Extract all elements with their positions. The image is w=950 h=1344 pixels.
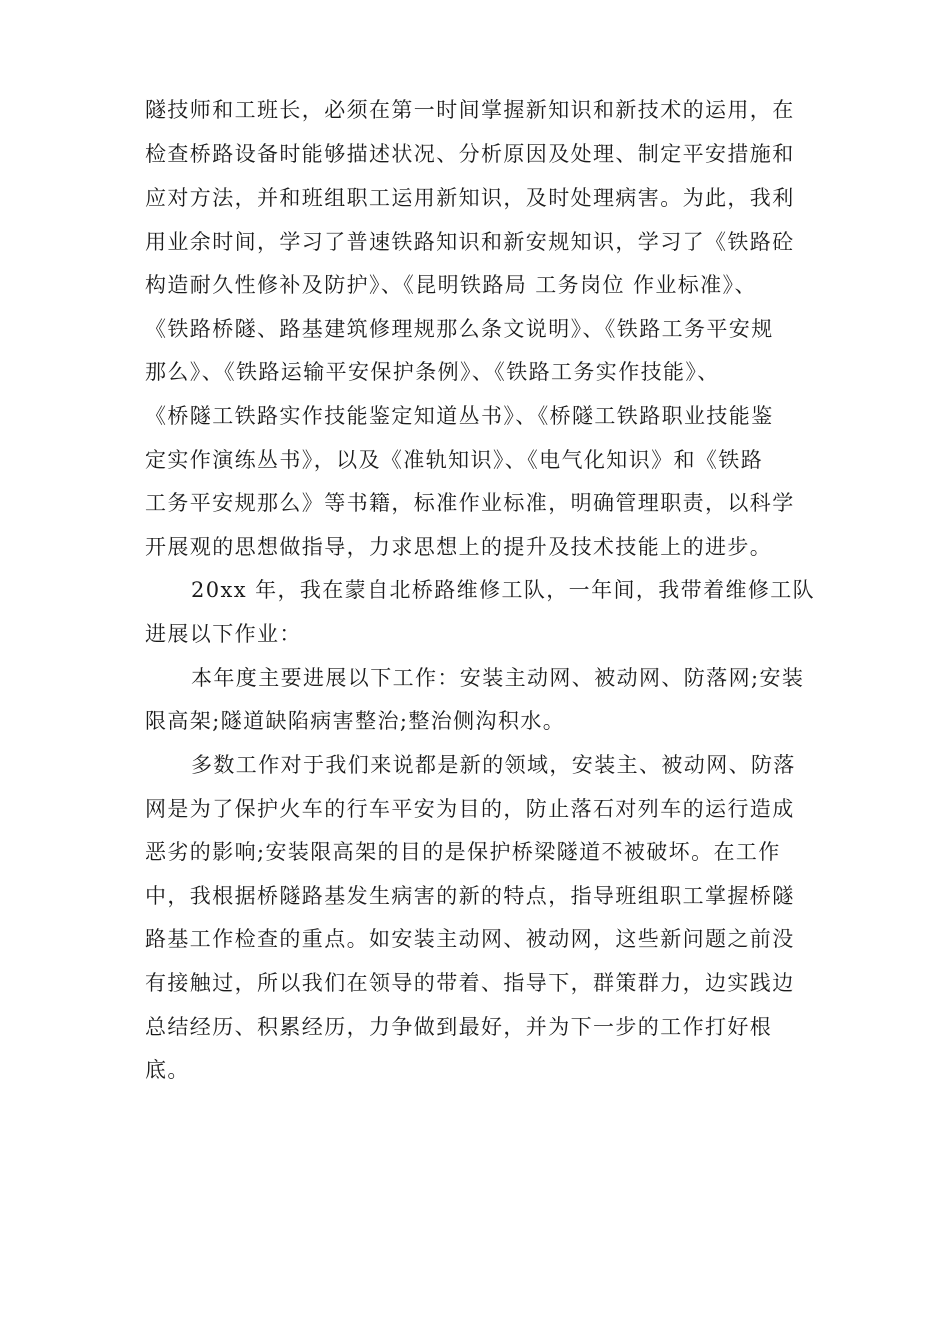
text-line: 工务平安规那么》等书籍，标准作业标准，明确管理职责，以科学 xyxy=(145,491,795,515)
text-line: 中，我根据桥隧路基发生病害的新的特点，指导班组职工掌握桥隧 xyxy=(145,884,795,908)
text-line: 《桥隧工铁路实作技能鉴定知道丛书》、《桥隧工铁路职业技能鉴 xyxy=(145,404,774,428)
text-line: 定实作演练丛书》，以及《准轨知识》、《电气化知识》和《铁路 xyxy=(145,448,764,472)
paragraph-first-line: 多数工作对于我们来说都是新的领域，安装主、被动网、防落 xyxy=(191,753,796,777)
text-line: 构造耐久性修补及防护》、《昆明铁路局 工务岗位 作业标准》、 xyxy=(145,273,757,297)
text-line: 有接触过，所以我们在领导的带着、指导下，群策群力，边实践边 xyxy=(145,971,795,995)
text-line: 开展观的思想做指导，力求思想上的提升及技术技能上的进步。 xyxy=(145,535,773,559)
text-line: 检查桥路设备时能够描述状况、分析原因及处理、制定平安措施和 xyxy=(145,142,795,166)
text-line: 网是为了保护火车的行车平安为目的，防止落石对列车的运行造成 xyxy=(145,797,795,821)
paragraph-first-line: 本年度主要进展以下工作：安装主动网、被动网、防落网;安装 xyxy=(191,666,805,690)
text-line: 总结经历、积累经历，力争做到最好，并为下一步的工作打好根 xyxy=(145,1015,773,1039)
text-line: 应对方法，并和班组职工运用新知识，及时处理病害。为此，我利 xyxy=(145,186,795,210)
text-line: 用业余时间，学习了普速铁路知识和新安规知识，学习了《铁路砼 xyxy=(145,230,795,254)
text-line: 那么》、《铁路运输平安保护条例》、《铁路工务实作技能》、 xyxy=(145,360,720,384)
text-line: 隧技师和工班长，必须在第一时间掌握新知识和新技术的运用，在 xyxy=(145,98,795,122)
text-line: 恶劣的影响;安装限高架的目的是保护桥梁隧道不被破坏。在工作 xyxy=(145,840,781,864)
text-line: 进展以下作业： xyxy=(145,622,302,646)
text-line: 底。 xyxy=(145,1058,190,1082)
paragraph-first-line: 20xx 年，我在蒙自北桥路维修工队，一年间，我带着维修工队 xyxy=(191,578,816,602)
text-line: 《铁路桥隧、路基建筑修理规那么条文说明》、《铁路工务平安规 xyxy=(145,317,774,341)
text-line: 限高架;隧道缺陷病害整治;整治侧沟积水。 xyxy=(145,709,566,733)
text-line: 路基工作检查的重点。如安装主动网、被动网，这些新问题之前没 xyxy=(145,927,795,951)
